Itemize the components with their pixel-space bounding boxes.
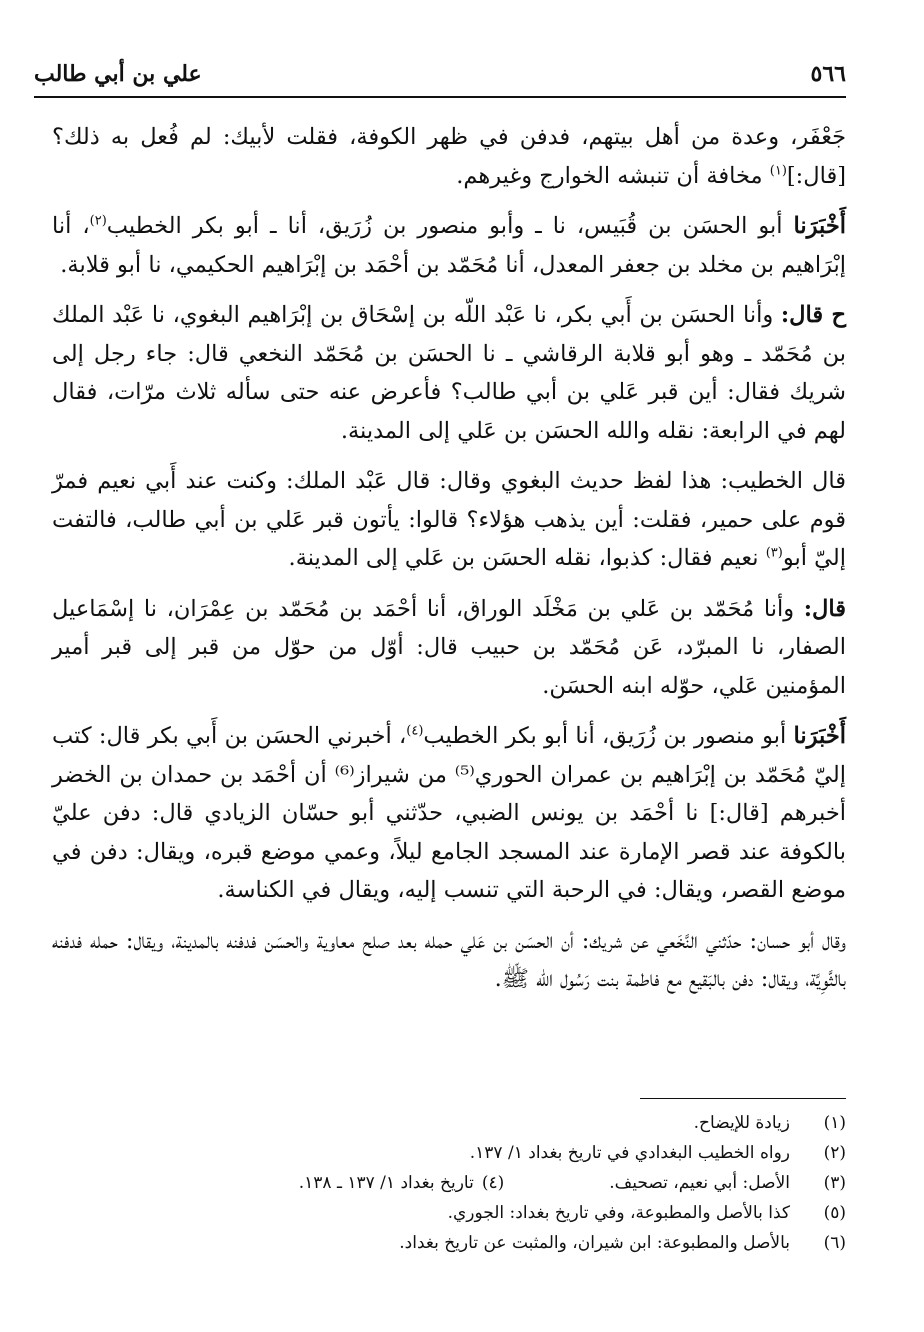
footnote-text: الأصل: أبي نعيم، تصحيف. xyxy=(609,1173,790,1193)
paragraph-text: وقال أبو حسان: حدّثني النَّخَعي عن شريك: أن الحسَن بن عَلي حمله بعد صلح معاوية والحسَن فدفنه بالمدينة، ويقال: حمله فدفنه بالثَّوِيَّة، ويقال: دفن بالبَقيع مع فاطمة بنت رَسُول الله ﷺ. xyxy=(52,927,846,992)
footnote-text: بالأصل والمطبوعة: ابن شيران، والمثبت عن تاريخ بغداد. xyxy=(399,1233,790,1253)
footnote-ref: (١) xyxy=(769,163,787,178)
footnote-number: (٦) xyxy=(823,1233,846,1253)
paragraph-text: جَعْفَر، وعدة من أهل بيتهم، فدفن في ظهر الكوفة، فقلت لأبيك: لم فُعل به ذلك؟ [قال:] xyxy=(52,124,846,189)
footnote-text: زيادة للإيضاح. xyxy=(693,1113,790,1133)
paragraph-text: نعيم فقال: كذبوا، نقله الحسَن بن عَلي إلى المدينة. xyxy=(288,545,766,571)
paragraph-text: وأنا الحسَن بن أَبي بكر، نا عَبْد اللّه بن إسْحَاق بن إبْرَاهيم البغوي، نا عَبْد الملك بن مُحَمّد ـ وهو أبو قلابة الرقاشي ـ نا الحسَن بن مُحَمّد النخعي قال: جاء رجل إلى شريك فقال: أين قبر عَلي بن أبي طالب؟ فأعرض عنه حتى سأله ثلاث مرّات، فقال لهم في الرابعة: نقله والله الحسَن بن عَلي إلى المدينة. xyxy=(52,302,846,444)
isnad-lead: قال: xyxy=(803,595,846,622)
footnotes xyxy=(60,1108,846,1258)
footnote-ref: (٤) xyxy=(406,723,424,739)
footnote xyxy=(60,1228,846,1258)
footnote-number: (١) xyxy=(823,1113,846,1133)
paragraph xyxy=(52,207,846,284)
footnote-inline xyxy=(299,1173,505,1193)
paragraph-text: وأنا مُحَمّد بن عَلي بن مَخْلَد الوراق، أنا أحْمَد بن مُحَمّد بن عِمْرَان، نا إسْمَاعيل الصفار، نا المبرّد، عَن مُحَمّد بن حبيب قال: أوّل من حوّل من قبر إلى قبر أمير المؤمنين عَلي، حوّله ابنه الحسَن. xyxy=(52,595,846,699)
paragraph xyxy=(52,296,846,450)
paragraph xyxy=(52,462,846,578)
footnote xyxy=(60,1168,846,1198)
paragraph-text: مخافة أن تنبشه الخوارج وغيرهم. xyxy=(456,162,770,189)
paragraph xyxy=(52,118,846,195)
main-text xyxy=(52,118,846,1011)
paragraph-text: قال الخطيب: هذا لفظ حديث البغوي وقال: قال عَبْد الملك: وكنت عند أَبي نعيم فمرّ قوم على حمير، فقلت: أين يذهب هؤلاء؟ قالوا: يأتون قبر عَلي بن أبي طالب، فالتفت إليّ أبو xyxy=(52,468,846,571)
paragraph-text: أبو الحسَن بن قُبَيس، نا ـ وأبو منصور بن زُرَيق، أنا ـ أبو بكر الخطيب xyxy=(106,213,794,239)
footnote-text: كذا بالأصل والمطبوعة، وفي تاريخ بغداد: الجوري. xyxy=(447,1203,790,1223)
footnote-number: (٤) xyxy=(481,1173,505,1193)
footnote xyxy=(60,1108,846,1138)
paragraph-text: ، أخبرني الحسَن بن أَبي بكر قال: كتب إليّ مُحَمّد بن إبْرَاهيم بن عمران الحوري⁽⁵⁾ من شيراز⁽⁶⁾ أن أحْمَد بن حمدان بن الخضر أخبرهم [قال:] نا أحْمَد بن يونس الضبي، حدّثني أبو حسّان الزيادي قال: دفن عليّ بالكوفة عند قصر الإمارة عند المسجد الجامع ليلاً، وعمي موضع قبره، ويقال: دفن في موضع القصر، ويقال: في الرحبة التي تنسب إليه، ويقال في الكناسة. xyxy=(52,723,846,903)
isnad-lead: أَخْبَرَنا xyxy=(793,723,846,749)
paragraph xyxy=(52,590,846,706)
running-title: علي بن أبي طالب xyxy=(34,61,202,87)
footnote-number: (٢) xyxy=(823,1143,846,1163)
paragraph-text: أبو منصور بن زُرَيق، أنا أبو بكر الخطيب xyxy=(423,723,794,749)
footnote-number: (٣) xyxy=(823,1173,846,1193)
paragraph xyxy=(52,717,846,910)
isnad-lead: أَخْبَرَنا xyxy=(793,213,846,239)
paragraph xyxy=(52,922,846,999)
footnote-ref: (٣) xyxy=(765,545,783,561)
page-number: ٥٦٦ xyxy=(810,61,846,87)
footnote-text: رواه الخطيب البغدادي في تاريخ بغداد ١/ ١٣٧. xyxy=(469,1143,790,1163)
isnad-lead: ح قال: xyxy=(780,302,846,328)
footnote-divider xyxy=(640,1098,846,1099)
footnote-ref: (٢) xyxy=(89,213,107,229)
page-header xyxy=(34,52,846,98)
footnote xyxy=(60,1138,846,1168)
footnote-text: تاريخ بغداد ١/ ١٣٧ ـ ١٣٨. xyxy=(298,1173,474,1193)
footnote-number: (٥) xyxy=(823,1203,846,1223)
paragraph-text: ، أنا إبْرَاهيم بن مخلد بن جعفر المعدل، أنا مُحَمّد بن أحْمَد بن إبْرَاهيم الحكيمي، نا أبو قلابة. xyxy=(52,213,846,278)
footnote xyxy=(60,1198,846,1228)
